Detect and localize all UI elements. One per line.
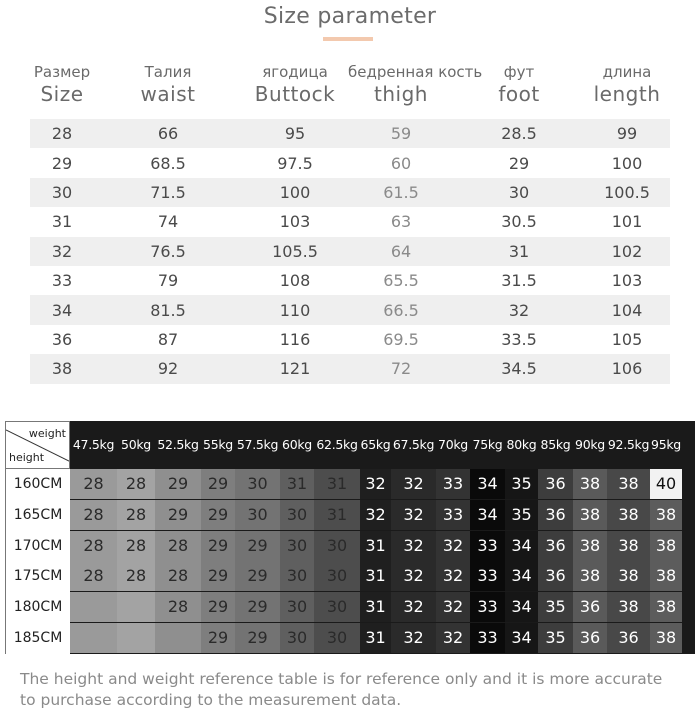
table-row <box>30 325 670 354</box>
size-recommendation-cell: 28 <box>117 500 155 530</box>
size-recommendation-cell: 29 <box>201 469 235 499</box>
table-cell: 72 <box>390 359 412 379</box>
header-buttock-ru: ягодица <box>262 63 328 81</box>
size-recommendation-cell: 33 <box>436 500 470 530</box>
header-thigh-en: thigh <box>374 82 428 106</box>
table-cell: 31.5 <box>501 271 537 291</box>
size-recommendation-cell: 32 <box>391 592 436 622</box>
weight-header-cell: 52.5kg <box>157 437 199 452</box>
size-recommendation-cell: 29 <box>155 469 201 499</box>
size-recommendation-cell: 30 <box>314 592 360 622</box>
table-cell: 106 <box>611 359 643 379</box>
table-cell: 108 <box>279 271 311 291</box>
table-cell: 33.5 <box>501 329 537 349</box>
size-recommendation-cell: 32 <box>391 623 436 653</box>
size-recommendation-cell: 29 <box>201 623 235 653</box>
table-cell: 59 <box>390 124 412 144</box>
weight-header-cell: 65kg <box>360 437 391 452</box>
size-recommendation-cell: 34 <box>470 469 505 499</box>
weight-header-cell: 55kg <box>203 437 233 452</box>
table-cell: 68.5 <box>150 153 186 173</box>
table-cell: 34 <box>51 300 73 320</box>
height-label-cell: 160CM <box>5 469 70 500</box>
size-recommendation-cell: 29 <box>201 500 235 530</box>
header-thigh-ru: бедренная кость <box>348 63 483 81</box>
table-cell: 66 <box>157 124 179 144</box>
size-recommendation-cell: 38 <box>607 469 650 499</box>
table-cell: 69.5 <box>383 329 419 349</box>
size-recommendation-cell: 32 <box>391 500 436 530</box>
table-row <box>30 119 670 148</box>
table-cell: 87 <box>157 329 179 349</box>
size-recommendation-cell: 31 <box>360 531 391 561</box>
table-cell: 61.5 <box>383 182 419 202</box>
table-cell: 74 <box>157 212 179 232</box>
table-cell: 28 <box>51 124 73 144</box>
size-recommendation-cell: 31 <box>280 469 314 499</box>
table-cell: 110 <box>279 300 311 320</box>
table-cell: 60 <box>390 153 412 173</box>
height-label-cell: 175CM <box>5 561 70 592</box>
table-cell: 30.5 <box>501 212 537 232</box>
title-underline <box>323 37 373 41</box>
size-recommendation-cell: 32 <box>391 561 436 591</box>
size-recommendation-cell: 38 <box>650 531 682 561</box>
table-cell: 100.5 <box>604 182 650 202</box>
header-foot-en: foot <box>498 82 540 106</box>
reference-note: The height and weight reference table is for reference only and it is more accurate to purchase according to the measurement data. <box>20 670 663 709</box>
size-recommendation-cell: 30 <box>314 623 360 653</box>
size-recommendation-cell: 28 <box>155 531 201 561</box>
weight-header-cell: 95kg <box>651 437 681 452</box>
size-recommendation-cell: 29 <box>201 592 235 622</box>
header-waist <box>94 62 242 116</box>
height-label-cell: 185CM <box>5 623 70 654</box>
weight-header-cell: 90kg <box>575 437 605 452</box>
table-row <box>30 207 670 236</box>
size-recommendation-cell: 28 <box>70 469 117 499</box>
table-row <box>30 266 670 295</box>
size-recommendation-cell: 30 <box>280 592 314 622</box>
size-recommendation-cell: 38 <box>573 561 607 591</box>
size-recommendation-cell: 30 <box>280 623 314 653</box>
table-corner <box>5 421 70 469</box>
size-table-header <box>30 62 670 116</box>
size-recommendation-cell: 31 <box>314 500 360 530</box>
header-foot-ru: фут <box>503 63 535 81</box>
size-recommendation-cell: 32 <box>436 561 470 591</box>
size-recommendation-cell: 38 <box>607 592 650 622</box>
table-cell: 28.5 <box>501 124 537 144</box>
table-cell: 30 <box>51 182 73 202</box>
size-recommendation-cell: 38 <box>650 623 682 653</box>
size-recommendation-cell: 29 <box>235 592 280 622</box>
size-recommendation-cell: 31 <box>360 561 391 591</box>
table-cell: 100 <box>279 182 311 202</box>
weight-header-cell: 75kg <box>472 437 503 452</box>
size-recommendation-cell: 35 <box>538 623 573 653</box>
size-recommendation-cell <box>70 623 117 653</box>
size-recommendation-cell <box>155 623 201 653</box>
size-recommendation-cell: 36 <box>607 623 650 653</box>
table-cell: 101 <box>611 212 643 232</box>
table-cell: 105 <box>611 329 643 349</box>
size-recommendation-cell: 35 <box>505 500 538 530</box>
size-recommendation-cell: 38 <box>650 561 682 591</box>
size-recommendation-cell: 38 <box>573 469 607 499</box>
header-waist-en: waist <box>140 82 196 106</box>
table-cell: 116 <box>279 329 311 349</box>
table-cell: 63 <box>390 212 412 232</box>
table-cell: 32 <box>508 300 530 320</box>
size-recommendation-cell: 30 <box>280 531 314 561</box>
table-cell: 92 <box>157 359 179 379</box>
table-cell: 76.5 <box>150 241 186 261</box>
height-weight-reference-table <box>5 421 695 654</box>
size-recommendation-cell: 33 <box>470 592 505 622</box>
header-size-ru: Размер <box>33 63 91 81</box>
size-recommendation-cell: 38 <box>607 531 650 561</box>
size-recommendation-cell: 31 <box>360 623 391 653</box>
weight-header-cell: 50kg <box>121 437 151 452</box>
weight-header-cell: 60kg <box>282 437 312 452</box>
height-label-cell: 180CM <box>5 592 70 623</box>
table-cell: 30 <box>508 182 530 202</box>
table-cell: 100 <box>611 153 643 173</box>
size-recommendation-cell <box>117 592 155 622</box>
size-recommendation-cell: 29 <box>235 531 280 561</box>
size-recommendation-cell: 32 <box>391 469 436 499</box>
table-cell: 104 <box>611 300 643 320</box>
page-title: Size parameter <box>263 4 437 29</box>
header-foot <box>454 62 584 116</box>
header-buttock-en: Buttock <box>254 82 336 106</box>
size-recommendation-cell <box>70 592 117 622</box>
size-recommendation-cell: 32 <box>360 500 391 530</box>
table-cell: 105.5 <box>272 241 318 261</box>
size-recommendation-cell: 40 <box>650 469 682 499</box>
table-cell: 97.5 <box>277 153 313 173</box>
size-recommendation-cell: 32 <box>360 469 391 499</box>
size-recommendation-cell: 34 <box>505 531 538 561</box>
size-recommendation-cell: 30 <box>235 500 280 530</box>
size-recommendation-cell: 30 <box>280 500 314 530</box>
size-recommendation-cell: 34 <box>505 623 538 653</box>
size-recommendation-cell: 38 <box>573 531 607 561</box>
weight-header-cell: 70kg <box>438 437 468 452</box>
table-row <box>30 295 670 324</box>
size-recommendation-cell: 33 <box>470 623 505 653</box>
table-cell: 66.5 <box>383 300 419 320</box>
size-recommendation-cell: 28 <box>70 500 117 530</box>
size-recommendation-cell: 31 <box>314 469 360 499</box>
size-recommendation-cell: 32 <box>391 531 436 561</box>
table-cell: 33 <box>51 271 73 291</box>
size-recommendation-cell: 34 <box>505 561 538 591</box>
size-recommendation-cell: 38 <box>650 500 682 530</box>
size-recommendation-cell: 29 <box>201 561 235 591</box>
table-cell: 103 <box>279 212 311 232</box>
size-recommendation-cell: 38 <box>573 500 607 530</box>
size-recommendation-cell: 28 <box>117 469 155 499</box>
size-recommendation-cell: 28 <box>155 561 201 591</box>
header-buttock <box>242 62 348 116</box>
size-recommendation-cell: 28 <box>70 561 117 591</box>
weight-header-cell: 80kg <box>506 437 537 452</box>
size-recommendation-cell: 30 <box>280 561 314 591</box>
table-row <box>30 178 670 207</box>
size-recommendation-cell: 36 <box>538 500 573 530</box>
table-cell: 102 <box>611 241 643 261</box>
size-recommendation-cell: 35 <box>505 469 538 499</box>
size-recommendation-cell: 30 <box>314 561 360 591</box>
table-cell: 79 <box>157 271 179 291</box>
size-recommendation-cell: 30 <box>314 531 360 561</box>
size-recommendation-cell: 32 <box>436 592 470 622</box>
size-recommendation-cell: 38 <box>607 561 650 591</box>
size-recommendation-cell: 35 <box>538 592 573 622</box>
table-cell: 99 <box>616 124 638 144</box>
table-row <box>30 148 670 177</box>
size-recommendation-cell: 28 <box>70 531 117 561</box>
size-recommendation-cell: 33 <box>470 561 505 591</box>
table-row <box>30 237 670 266</box>
header-length <box>584 62 670 116</box>
weight-header-cell: 62.5kg <box>316 437 358 452</box>
size-recommendation-cell: 29 <box>155 500 201 530</box>
weight-header-cell: 57.5kg <box>236 437 279 452</box>
size-recommendation-cell: 34 <box>470 500 505 530</box>
size-recommendation-cell: 29 <box>201 531 235 561</box>
size-recommendation-cell: 28 <box>117 561 155 591</box>
size-recommendation-cell: 36 <box>573 623 607 653</box>
table-cell: 121 <box>279 359 311 379</box>
size-recommendation-cell: 32 <box>436 531 470 561</box>
size-recommendation-cell: 36 <box>538 561 573 591</box>
height-label-cell: 165CM <box>5 500 70 531</box>
size-recommendation-cell: 31 <box>360 592 391 622</box>
weight-header-cell: 67.5kg <box>392 437 435 452</box>
table-cell: 31 <box>508 241 530 261</box>
size-recommendation-cell: 33 <box>436 469 470 499</box>
size-recommendation-cell: 34 <box>505 592 538 622</box>
weight-header-cell: 47.5kg <box>72 437 115 452</box>
size-recommendation-cell: 29 <box>235 561 280 591</box>
table-cell: 95 <box>284 124 306 144</box>
size-parameter-table <box>30 62 670 379</box>
size-recommendation-cell: 32 <box>436 623 470 653</box>
table-cell: 103 <box>611 271 643 291</box>
table-cell: 32 <box>51 241 73 261</box>
weight-header-cell: 92.5kg <box>607 437 650 452</box>
table-cell: 36 <box>51 329 73 349</box>
table-cell: 29 <box>508 153 530 173</box>
size-recommendation-cell: 30 <box>235 469 280 499</box>
table-cell: 65.5 <box>383 271 419 291</box>
corner-weight-label: weight <box>28 427 66 440</box>
size-recommendation-cell: 36 <box>573 592 607 622</box>
header-size-en: Size <box>40 82 84 106</box>
table-row <box>30 354 670 383</box>
weight-header-cell: 85kg <box>540 437 571 452</box>
header-length-en: length <box>593 82 661 106</box>
size-recommendation-cell <box>117 623 155 653</box>
size-recommendation-cell: 28 <box>155 592 201 622</box>
table-cell: 29 <box>51 153 73 173</box>
size-recommendation-cell: 36 <box>538 531 573 561</box>
corner-height-label: height <box>9 451 45 464</box>
size-recommendation-cell: 33 <box>470 531 505 561</box>
table-cell: 64 <box>390 241 412 261</box>
header-size <box>30 62 94 116</box>
size-recommendation-cell: 28 <box>117 531 155 561</box>
size-recommendation-cell: 29 <box>235 623 280 653</box>
table-cell: 81.5 <box>150 300 186 320</box>
size-recommendation-cell: 38 <box>650 592 682 622</box>
size-recommendation-cell: 36 <box>538 469 573 499</box>
table-cell: 34.5 <box>501 359 537 379</box>
table-cell: 31 <box>51 212 73 232</box>
size-recommendation-cell: 38 <box>607 500 650 530</box>
table-cell: 71.5 <box>150 182 186 202</box>
size-table-body <box>30 119 670 384</box>
height-label-cell: 170CM <box>5 531 70 562</box>
header-thigh <box>348 62 483 116</box>
header-waist-ru: Талия <box>144 63 192 81</box>
table-cell: 38 <box>51 359 73 379</box>
header-length-ru: длина <box>602 63 652 81</box>
